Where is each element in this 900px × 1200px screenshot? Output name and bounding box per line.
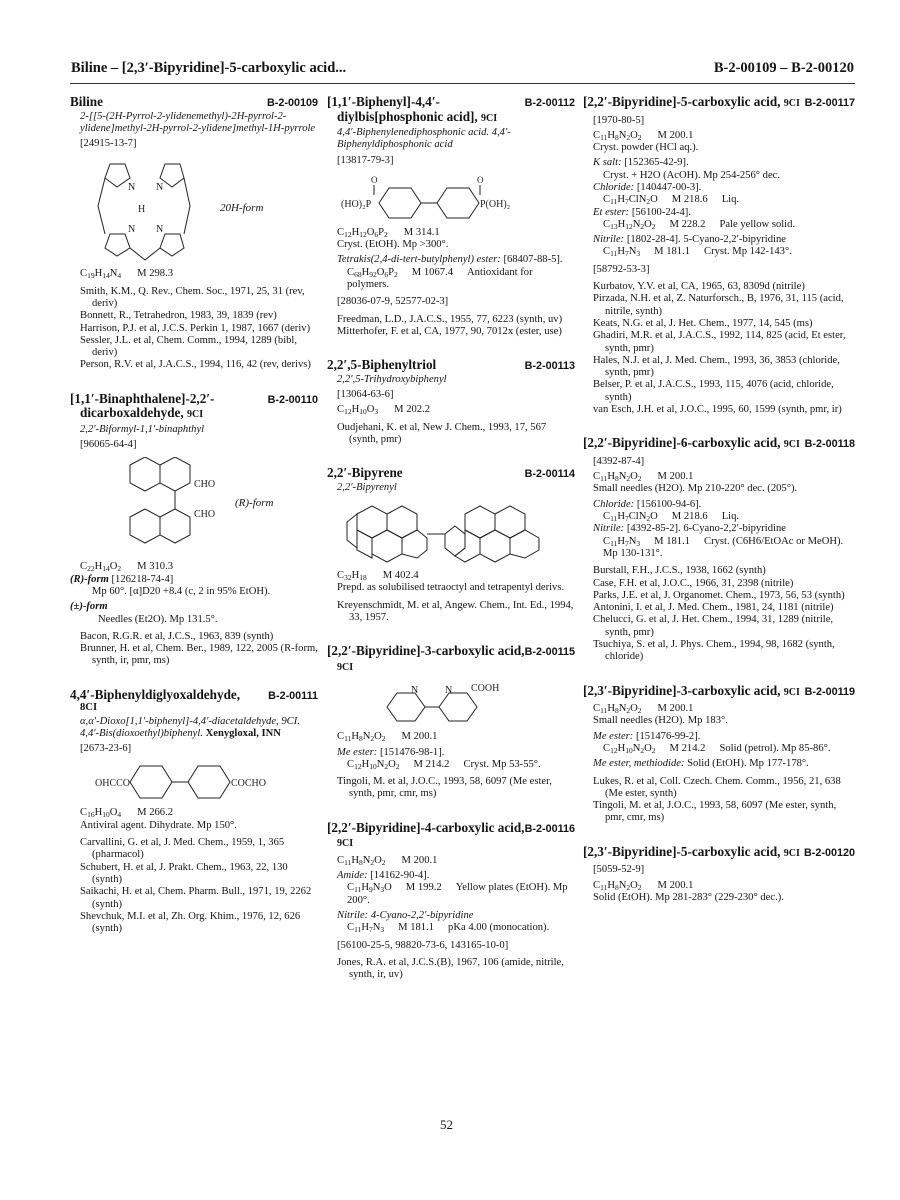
- svg-text:O: O: [371, 174, 378, 185]
- entry-code: B-2-00110: [267, 393, 318, 406]
- derivative-chloride: Chloride: [140447-00-3].: [593, 181, 702, 193]
- molecular-formula: $C_{11}H_8N_2O_2$: [337, 731, 386, 744]
- svg-text:COCHO: COCHO: [231, 778, 267, 790]
- form-r-props: Mp 60°. [α]D20 +8.4 (c, 2 in 95% EtOH).: [92, 585, 271, 597]
- svg-text:CHO: CHO: [194, 509, 216, 521]
- reference: Parks, J.E. et al, J. Organomet. Chem., 1973, 56, 53 (synth): [593, 589, 845, 601]
- reference: Lukes, R. et al, Coll. Czech. Chem. Comm., 1956, 21, 638 (Me ester, synth): [593, 775, 841, 799]
- molecular-mass: M 200.1: [657, 879, 694, 891]
- references: [70, 631, 318, 668]
- molecular-mass: M 200.1: [657, 703, 694, 715]
- reference: Person, R.V. et al, J.A.C.S., 1994, 116, 42 (rev, derivs): [80, 359, 311, 371]
- column-2: [327, 95, 575, 995]
- entry-b-2-00120: [583, 845, 855, 904]
- form-r: (R)-form [126218-74-4]: [70, 573, 174, 585]
- derivative-chloride: Chloride: [156100-94-6].: [593, 498, 702, 510]
- references: [327, 776, 575, 801]
- formula-line: [70, 268, 318, 280]
- derivative-me-ester-data: $C_{12}H_{10}N_2O_2$ M 214.2 Cryst. Mp 53-55°.: [347, 758, 541, 771]
- structure-biline: [70, 156, 318, 264]
- reference: Tsuchiya, S. et al, J. Phys. Chem., 1994, 98, 1682 (synth, chloride): [593, 638, 835, 663]
- properties: Antiviral agent. Dihydrate. Mp 150°.: [80, 819, 237, 831]
- derivative-nitrile: Nitrile: [1802-28-4]. 5-Cyano-2,2′-bipyridine: [593, 234, 786, 246]
- column-1: [70, 95, 318, 949]
- extra-cas: [58792-53-3]: [593, 263, 650, 275]
- formula-line: [327, 731, 575, 743]
- reference: Brunner, H. et al, Chem. Ber., 1989, 122, 2005 (R-form, synth, ir, pmr, ms): [80, 643, 318, 667]
- formula-line: [583, 880, 855, 892]
- reference: Mitterhofer, F. et al, CA, 1977, 90, 7012x (ester, use): [337, 325, 562, 337]
- derivative-nitrile: Nitrile: 4-Cyano-2,2′-bipyridine: [337, 909, 474, 921]
- biphenyl-structure-icon: [70, 761, 310, 803]
- entry-code: B-2-00115: [524, 646, 575, 659]
- entry-name: 4,4′-Biphenyldiglyoxaldehyde,: [70, 686, 241, 702]
- properties: Cryst. powder (HCl aq.).: [593, 142, 699, 154]
- molecular-mass: M 310.3: [137, 561, 174, 573]
- properties: Small needles (H2O). Mp 210-220° dec. (205°).: [593, 483, 798, 495]
- molecular-mass: M 200.1: [657, 129, 694, 141]
- svg-text:OHCCO: OHCCO: [95, 778, 131, 790]
- entry-name: [2,3′-Bipyridine]-3-carboxylic acid, 9CI: [583, 682, 800, 698]
- references: [583, 565, 855, 663]
- entry-b-2-00115: [327, 644, 575, 800]
- entry-b-2-00116: [327, 821, 575, 982]
- molecular-formula: $C_{32}H_{18}$: [337, 570, 367, 583]
- header-rule: [70, 83, 855, 84]
- reference: Oudjehani, K. et al, New J. Chem., 1993, 17, 567 (synth, pmr): [337, 421, 547, 445]
- molecular-mass: M 200.1: [401, 731, 438, 743]
- binaphthalene-structure-icon: [70, 457, 220, 557]
- molecular-formula: $C_{19}H_{14}N_4$: [80, 268, 122, 281]
- cas-number: [1970-80-5]: [593, 114, 645, 126]
- entry-code: B-2-00112: [524, 97, 575, 109]
- formula-line: [327, 855, 575, 867]
- synonyms: 2,2′-Biformyl-1,1′-binaphthyl: [80, 423, 205, 435]
- cas-number: [5059-52-9]: [593, 864, 645, 876]
- ci-label: 8CI: [80, 702, 98, 714]
- derivative-chloride-data: $C_{11}H_7ClN_2O$ M 218.6 Liq.: [603, 511, 740, 524]
- derivative-k-salt: K salt: [152365-42-9].: [593, 157, 689, 169]
- page-number: 52: [440, 1117, 453, 1132]
- entry-code: B-2-00119: [804, 685, 855, 698]
- entry-b-2-00117: [583, 95, 855, 416]
- header-range: B-2-00109 – B-2-00120: [713, 60, 854, 76]
- svg-text:N: N: [128, 224, 136, 236]
- formula-line: [327, 404, 575, 416]
- entry-code: B-2-00114: [524, 468, 575, 481]
- structure-label: 20H-form: [220, 202, 264, 215]
- svg-text:N: N: [411, 685, 419, 697]
- entry-code: B-2-00109: [266, 97, 318, 109]
- bipyrene-structure-icon: [327, 500, 567, 566]
- reference: Shevchuk, M.I. et al, Zh. Org. Khim., 1976, 12, 626 (synth): [80, 910, 301, 935]
- derivative-me-ester: Me ester: [151476-99-2].: [593, 730, 701, 742]
- references: [70, 286, 318, 372]
- reference: Pirzada, N.H. et al, Z. Naturforsch., B, 1976, 31, 115 (acid, nitrile, synth): [593, 293, 844, 317]
- derivative-amide: Amide: [14162-90-4].: [337, 870, 430, 882]
- derivative-me-ester: Me ester: [151476-98-1].: [337, 746, 445, 758]
- molecular-formula: $C_{12}H_{12}O_6P_2$: [337, 226, 388, 239]
- bipyridine-structure-icon: [327, 681, 567, 727]
- cas-number: [4392-87-4]: [593, 455, 645, 467]
- reference: Tingoli, M. et al, J.O.C., 1993, 58, 6097 (Me ester, synth, pmr, cmr, ms): [593, 800, 837, 824]
- formula-line: [70, 561, 318, 573]
- form-racemic: (±)-form: [70, 601, 108, 613]
- cas-number: [13817-79-3]: [337, 154, 394, 166]
- cas-number: [96065-64-4]: [80, 439, 137, 451]
- formula-line: [327, 227, 575, 239]
- entry-name: [2,2′-Bipyridine]-4-carboxylic acid, 9CI: [327, 819, 525, 850]
- svg-text:N: N: [156, 182, 164, 194]
- properties: Cryst. (EtOH). Mp >300°.: [337, 239, 449, 251]
- properties: Prepd. as solubilised tetraoctyl and tetrapentyl derivs.: [337, 582, 565, 594]
- reference: Sessler, J.L. et al, Chem. Comm., 1994, 1289 (bibl, deriv): [80, 334, 298, 359]
- molecular-mass: M 298.3: [137, 268, 174, 280]
- reference: Keats, N.G. et al, J. Het. Chem., 1977, 14, 545 (ms): [593, 317, 813, 329]
- entry-name: [2,2′-Bipyridine]-5-carboxylic acid, 9CI: [583, 94, 800, 109]
- derivative-chloride-data: $C_{11}H_7ClN_2O$ M 218.6 Liq.: [603, 194, 740, 207]
- entry-b-2-00119: [583, 684, 855, 825]
- molecular-formula: $C_{11}H_8N_2O_2$: [337, 854, 386, 867]
- entry-code: B-2-00116: [524, 822, 575, 835]
- molecular-mass: M 266.2: [137, 807, 174, 819]
- references: [327, 422, 575, 447]
- cas-number: [13064-63-6]: [337, 389, 394, 401]
- reference: Kreyenschmidt, M. et al, Angew. Chem., Int. Ed., 1994, 33, 1957.: [337, 599, 574, 623]
- structure-binaphthalene: [70, 457, 318, 557]
- structure-bipyridine-3-carboxylic: [327, 681, 575, 727]
- molecular-mass: M 200.1: [401, 854, 438, 866]
- entry-name: Biline: [70, 94, 103, 109]
- reference: Smith, K.M., Q. Rev., Chem. Soc., 1971, 25, 31 (rev, deriv): [80, 285, 305, 309]
- structure-bipyrene: [327, 500, 575, 566]
- references: [583, 281, 855, 416]
- reference: Bonnett, R., Tetrahedron, 1983, 39, 1839 (rev): [80, 310, 277, 322]
- synonyms: 4,4′-Biphenylenediphosphonic acid. 4,4′-Biphenyldiphosphonic acid: [337, 127, 511, 151]
- derivative-ester-data: $C_{68}H_{92}O_6P_2$ M 1067.4 Antioxidant for polymers.: [347, 266, 533, 291]
- reference: Tingoli, M. et al, J.O.C., 1993, 58, 6097 (Me ester, synth, pmr, cmr, ms): [337, 776, 552, 800]
- entry-name: [2,2′-Bipyridine]-6-carboxylic acid, 9CI: [583, 435, 800, 451]
- entry-name: 2,2′,5-Biphenyltriol: [327, 357, 437, 373]
- reference: Chelucci, G. et al, J. Het. Chem., 1994, 31, 1289 (nitrile, synth, pmr): [593, 614, 834, 638]
- reference: Bacon, R.G.R. et al, J.C.S., 1963, 839 (synth): [80, 630, 274, 642]
- molecular-formula: $C_{11}H_8N_2O_2$: [593, 879, 642, 892]
- entry-name: 2,2′-Bipyrene: [327, 465, 403, 481]
- molecular-formula: $C_{16}H_{10}O_4$: [80, 807, 122, 820]
- synonyms: α,α′-Dioxo[1,1′-biphenyl]-4,4′-diacetaldehyde, 9CI. 4,4′-Bis(dioxoethyl)biphenyl. Xenygloxal, INN: [80, 715, 300, 739]
- svg-text:P(OH)₂: P(OH)₂: [480, 198, 511, 210]
- entry-b-2-00109: [70, 95, 318, 372]
- running-header: [71, 60, 854, 82]
- derivative-nitrile-data: $C_{11}H_7N_3$ M 181.1 Cryst. (C6H6/EtOAc or MeOH). Mp 130-131°.: [603, 535, 844, 559]
- svg-text:COOH: COOH: [471, 683, 500, 695]
- reference: Schubert, H. et al, J. Prakt. Chem., 1963, 22, 130 (synth): [80, 861, 288, 885]
- svg-text:H: H: [138, 204, 146, 216]
- molecular-formula: $C_{12}H_{10}O_3$: [337, 404, 379, 417]
- structure-biphenyldiglyoxal: [70, 761, 318, 803]
- references: [327, 600, 575, 625]
- derivative-nitrile: Nitrile: [4392-85-2]. 6-Cyano-2,2′-bipyridine: [593, 523, 786, 535]
- structure-label: (R)-form: [235, 497, 274, 510]
- entry-name: [2,2′-Bipyridine]-3-carboxylic acid, 9CI: [327, 643, 525, 673]
- svg-text:N: N: [128, 182, 136, 194]
- synonyms: 2,2′-Bipyrenyl: [337, 481, 397, 493]
- references: [70, 837, 318, 935]
- reference: Antonini, I. et al, J. Med. Chem., 1981, 24, 1181 (nitrile): [593, 602, 834, 614]
- derivative-et-ester-data: $C_{13}H_{12}N_2O_2$ M 228.2 Pale yellow solid.: [603, 218, 796, 231]
- reference: Hales, N.J. et al, J. Med. Chem., 1993, 36, 3853 (chloride, synth, pmr): [593, 354, 840, 379]
- svg-text:N: N: [445, 685, 453, 697]
- formula-line: [583, 703, 855, 715]
- entry-code: B-2-00111: [268, 689, 318, 702]
- entry-name: [1,1′-Binaphthalene]-2,2′-dicarboxaldehyde, 9CI: [70, 390, 215, 421]
- formula-line: [583, 130, 855, 142]
- reference: Jones, R.A. et al, J.C.S.(B), 1967, 106 (amide, nitrile, synth, ir, uv): [337, 956, 564, 981]
- entry-code: B-2-00120: [803, 846, 855, 859]
- form-racemic-props: Needles (Et2O). Mp 131.5°.: [98, 613, 218, 625]
- svg-text:CHO: CHO: [194, 479, 216, 491]
- derivative-k-salt-data: Cryst. + H2O (AcOH). Mp 254-256° dec.: [603, 169, 781, 181]
- molecular-mass: M 200.1: [657, 471, 694, 483]
- extra-cas: [28036-07-9, 52577-02-3]: [337, 296, 449, 308]
- entry-b-2-00111: [70, 688, 318, 936]
- molecular-mass: M 202.2: [394, 404, 431, 416]
- reference: Freedman, L.D., J.A.C.S., 1955, 77, 6223 (synth, uv): [337, 313, 563, 325]
- properties: Solid (EtOH). Mp 281-283° (229-230° dec.).: [593, 891, 784, 903]
- reference: Belser, P. et al, J.A.C.S., 1993, 115, 4076 (acid, chloride, synth): [593, 379, 834, 403]
- derivative-ester: Tetrakis(2,4-di-tert-butylphenyl) ester: [68407-88-5].: [337, 254, 563, 266]
- biphenyl-structure-icon: [327, 173, 567, 223]
- references: [327, 314, 575, 339]
- reference: Harrison, P.J. et al, J.C.S. Perkin 1, 1987, 1667 (deriv): [80, 322, 311, 334]
- entry-b-2-00118: [583, 436, 855, 663]
- svg-text:(HO)₂P: (HO)₂P: [341, 198, 372, 210]
- derivative-amide-data: $C_{11}H_9N_3O$ M 199.2 Yellow plates (EtOH). Mp 200°.: [347, 882, 568, 906]
- derivative-et-ester: Et ester: [56100-24-4].: [593, 206, 691, 218]
- synonyms: 2-[[5-(2H-Pyrrol-2-ylidenemethyl)-2H-pyrrol-2-ylidene]methyl-2H-pyrrol-2-ylidene]methyl-1H-pyrrole: [80, 110, 316, 134]
- reference: Saikachi, H. et al, Chem. Pharm. Bull., 1971, 19, 2262 (synth): [80, 886, 312, 910]
- molecular-mass: M 314.1: [403, 226, 440, 238]
- molecular-formula: $C_{22}H_{14}O_2$: [80, 561, 122, 574]
- references: [327, 957, 575, 982]
- references: [583, 776, 855, 825]
- entry-b-2-00114: [327, 466, 575, 624]
- molecular-formula: $C_{11}H_8N_2O_2$: [593, 703, 642, 716]
- biline-structure-icon: [70, 156, 220, 264]
- svg-text:O: O: [477, 174, 484, 185]
- entry-b-2-00112: [327, 95, 575, 338]
- derivative-methiodide: Me ester, methiodide: Solid (EtOH). Mp 177-178°.: [593, 758, 809, 770]
- cas-number: [24915-13-7]: [80, 138, 137, 150]
- entry-code: B-2-00113: [524, 360, 575, 373]
- header-title: Biline – [2,3′-Bipyridine]-5-carboxylic acid...: [71, 60, 347, 76]
- entry-b-2-00113: [327, 358, 575, 446]
- molecular-formula: $C_{11}H_8N_2O_2$: [593, 129, 642, 142]
- entry-name: [1,1′-Biphenyl]-4,4′-diylbis[phosphonic acid], 9CI: [327, 94, 498, 124]
- molecular-formula: $C_{11}H_8N_2O_2$: [593, 471, 642, 484]
- reference: Case, F.H. et al, J.O.C., 1966, 31, 2398 (nitrile): [593, 577, 794, 589]
- entry-code: B-2-00117: [804, 97, 855, 109]
- derivative-nitrile-data: $C_{11}H_7N_3$ M 181.1 pKa 4.00 (monocation).: [347, 922, 550, 935]
- reference: Ghadiri, M.R. et al, J.A.C.S., 1992, 114, 825 (acid, Et ester, synth, pmr): [593, 330, 846, 354]
- derivative-me-ester-data: $C_{12}H_{10}N_2O_2$ M 214.2 Solid (petrol). Mp 85-86°.: [603, 742, 831, 755]
- column-3: [583, 95, 855, 918]
- svg-text:N: N: [156, 224, 164, 236]
- entry-b-2-00110: [70, 392, 318, 668]
- formula-line: [70, 807, 318, 819]
- reference: Kurbatov, Y.V. et al, CA, 1965, 63, 8309d (nitrile): [593, 281, 805, 293]
- structure-biphenyldiphosphonic: [327, 173, 575, 223]
- properties: Small needles (H2O). Mp 183°.: [593, 715, 728, 727]
- entry-code: B-2-00118: [804, 438, 855, 451]
- reference: van Esch, J.H. et al, J.O.C., 1995, 60, 1599 (synth, pmr, ir): [593, 404, 842, 416]
- entry-name: [2,3′-Bipyridine]-5-carboxylic acid, 9CI: [583, 843, 800, 859]
- formula-line: [327, 570, 575, 582]
- molecular-mass: M 402.4: [382, 570, 419, 582]
- reference: Burstall, F.H., J.C.S., 1938, 1662 (synth): [593, 565, 766, 577]
- extra-cas: [56100-25-5, 98820-73-6, 143165-10-0]: [337, 939, 509, 951]
- cas-number: [2673-23-6]: [80, 743, 132, 755]
- synonyms: 2,2′,5-Trihydroxybiphenyl: [337, 373, 447, 385]
- formula-line: [583, 471, 855, 483]
- derivative-nitrile-data: $C_{11}H_7N_3$ M 181.1 Cryst. Mp 142-143°.: [603, 246, 792, 259]
- reference: Carvallini, G. et al, J. Med. Chem., 1959, 1, 365 (pharmacol): [80, 837, 285, 861]
